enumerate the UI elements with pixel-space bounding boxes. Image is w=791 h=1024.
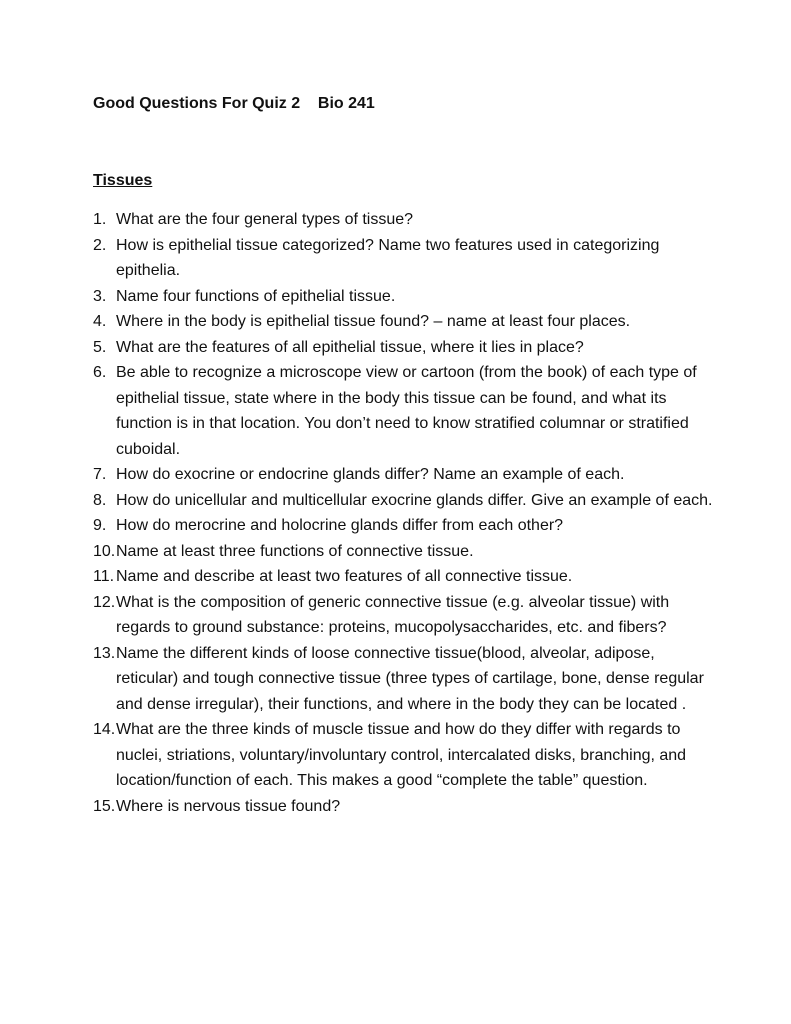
question-number: 15.: [93, 797, 116, 815]
list-item: [93, 794, 713, 820]
list-item: [93, 462, 713, 488]
list-item: [93, 513, 713, 539]
question-text: What are the features of all epithelial tissue, where it lies in place?: [116, 338, 584, 356]
question-text: Where in the body is epithelial tissue found? – name at least four places.: [116, 313, 631, 330]
question-number: 14.: [93, 721, 116, 738]
list-item: [93, 717, 713, 794]
list-item: [93, 590, 713, 641]
question-number: 10.: [93, 542, 116, 560]
list-item: [93, 539, 713, 565]
list-item: [93, 335, 713, 361]
list-item: [93, 233, 713, 284]
question-text: How do exocrine or endocrine glands differ? Name an example of each.: [116, 466, 625, 483]
question-text: What are the four general types of tissue?: [116, 211, 414, 228]
question-number: 9.: [93, 517, 107, 534]
question-text: Name four functions of epithelial tissue.: [116, 287, 396, 305]
question-text: What is the composition of generic connective tissue (e.g. alveolar tissue) with regards to ground substance: proteins, mucopolysaccharides, etc. and fibers?: [116, 593, 670, 636]
question-number: 8.: [93, 491, 107, 509]
question-text: Where is nervous tissue found?: [116, 797, 341, 815]
question-text: How is epithelial tissue categorized? Name two features used in categorizing epithelia.: [116, 236, 660, 279]
question-text: What are the three kinds of muscle tissue and how do they differ with regards to nuclei, striations, voluntary/involuntary control, intercalated disks, branching, and location/function of each. This makes a good “complete the table” question.: [116, 721, 687, 789]
question-text: How do unicellular and multicellular exocrine glands differ. Give an example of each.: [116, 491, 713, 509]
question-number: 12.: [93, 593, 116, 611]
list-item: [93, 360, 713, 462]
question-text: Be able to recognize a microscope view or cartoon (from the book) of each type of epithelial tissue, state where in the body this tissue can be found, and what its function is in that location. You don’t need to know stratified columnar or stratified cuboidal.: [116, 364, 697, 458]
question-text: Name the different kinds of loose connective tissue(blood, alveolar, adipose, reticular) and tough connective tissue (three types of cartilage, bone, dense regular and dense irregular), their functions, and where in the body they can be located .: [116, 644, 704, 713]
question-number: 11.: [93, 568, 115, 585]
list-item: [93, 309, 713, 335]
list-item: [93, 284, 713, 310]
question-number: 7.: [93, 466, 107, 483]
question-text: How do merocrine and holocrine glands differ from each other?: [116, 517, 564, 534]
question-list: [93, 207, 713, 819]
question-number: 13.: [93, 644, 116, 662]
question-number: 4.: [93, 313, 107, 330]
list-item: [93, 207, 713, 233]
question-number: 3.: [93, 287, 107, 305]
section-heading-tissues: Tissues: [93, 172, 153, 189]
question-text: Name and describe at least two features of all connective tissue.: [116, 568, 573, 585]
document-title: Good Questions For Quiz 2 Bio 241: [93, 95, 375, 112]
list-item: [93, 641, 713, 718]
question-number: 6.: [93, 364, 107, 381]
question-number: 5.: [93, 338, 107, 356]
list-item: [93, 488, 713, 514]
list-item: [93, 564, 713, 590]
question-number: 2.: [93, 236, 107, 254]
question-text: Name at least three functions of connective tissue.: [116, 542, 474, 560]
question-number: 1.: [93, 211, 107, 228]
